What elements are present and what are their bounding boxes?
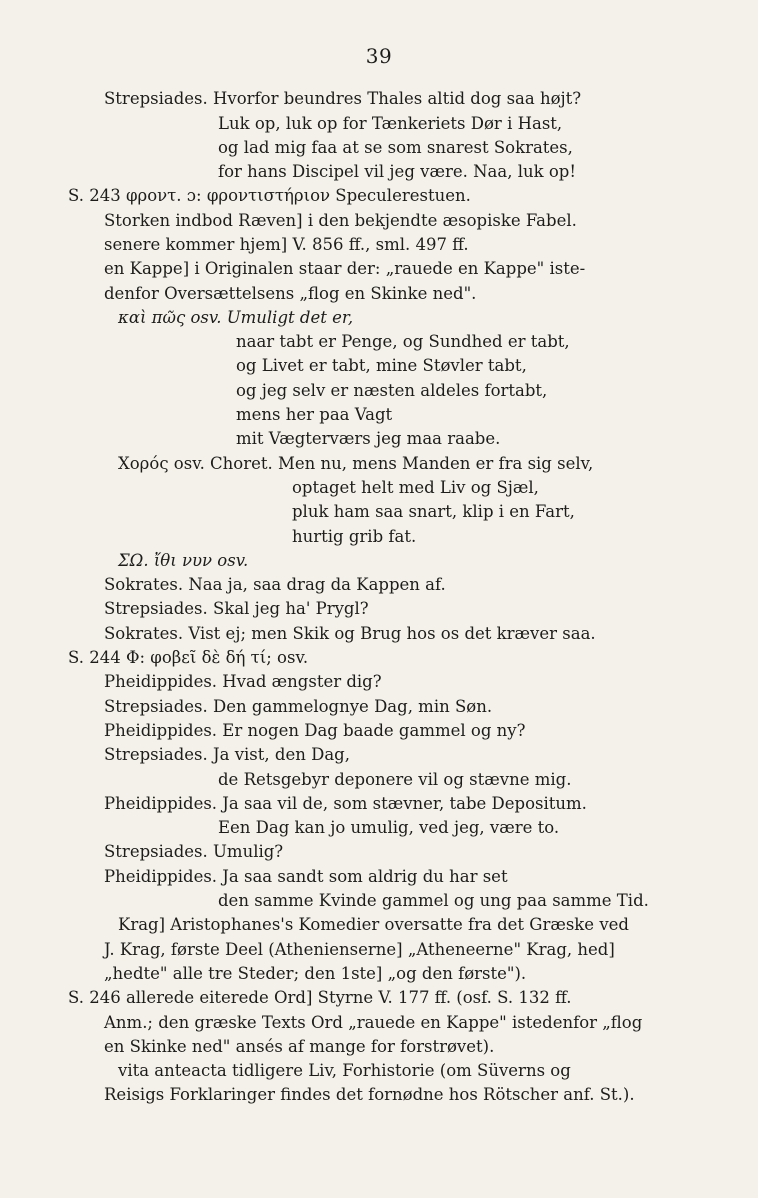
text-line: Sokrates. Naa ja, saa drag da Kappen af. <box>104 575 446 594</box>
text-line: Pheidippides. Ja saa sandt som aldrig du har set <box>104 867 508 886</box>
text-line: den samme Kvinde gammel og ung paa samme Tid. <box>218 891 649 910</box>
text-line: denfor Oversættelsens „flog en Skinke ned". <box>104 284 477 303</box>
text-line: Strepsiades. Umulig? <box>104 842 284 861</box>
text-line: S. 243 φροντ. ɔ: φροντιστήριον Speculerestuen. <box>68 186 471 205</box>
page-number: 39 <box>365 44 393 68</box>
text-line: pluk ham saa snart, klip i en Fart, <box>292 502 575 521</box>
text-line: „hedte" alle tre Steder; den 1ste] „og den første"). <box>104 964 527 983</box>
text-line: Krag] Aristophanes's Komedier oversatte fra det Græske ved <box>118 915 629 934</box>
text-line: Χορός osv. Choret. Men nu, mens Manden er fra sig selv, <box>118 454 594 473</box>
text-line: hurtig grib fat. <box>292 527 417 546</box>
text-line: Strepsiades. Skal jeg ha' Prygl? <box>104 599 369 618</box>
text-line: Strepsiades. Ja vist, den Dag, <box>104 745 350 764</box>
text-line: for hans Discipel vil jeg være. Naa, luk op! <box>218 162 576 181</box>
text-line: de Retsgebyr deponere vil og stævne mig. <box>218 770 572 789</box>
text-line: en Skinke ned" ansés af mange for forstrøvet). <box>104 1037 495 1056</box>
text-line: vita anteacta tidligere Liv, Forhistorie (om Süverns og <box>118 1061 571 1080</box>
text-line: Strepsiades. Hvorfor beundres Thales altid dog saa højt? <box>104 89 582 108</box>
text-line: Luk op, luk op for Tænkeriets Dør i Hast, <box>218 114 563 133</box>
text-line: Sokrates. Vist ej; men Skik og Brug hos os det kræver saa. <box>104 624 596 643</box>
text-line: Strepsiades. Den gammelognye Dag, min Søn. <box>104 697 493 716</box>
text-line: og jeg selv er næsten aldeles fortabt, <box>236 381 548 400</box>
text-line: καὶ πῶς osv. Umuligt det er, <box>118 308 354 327</box>
text-line: Anm.; den græske Texts Ord „rauede en Kappe" istedenfor „flog <box>104 1013 643 1032</box>
text-line: naar tabt er Penge, og Sundhed er tabt, <box>236 332 570 351</box>
text-line: og lad mig faa at se som snarest Sokrates, <box>218 138 573 157</box>
text-line: Storken indbod Ræven] i den bekjendte æsopiske Fabel. <box>104 211 577 230</box>
text-line: og Livet er tabt, mine Støvler tabt, <box>236 356 527 375</box>
text-line: Pheidippides. Hvad ængster dig? <box>104 672 382 691</box>
text-line: mens her paa Vagt <box>236 405 393 424</box>
text-line: Pheidippides. Er nogen Dag baade gammel og ny? <box>104 721 526 740</box>
text-line: ΣΩ. ἴθι νυν osv. <box>118 551 249 570</box>
text-line: Pheidippides. Ja saa vil de, som stævner, tabe Depositum. <box>104 794 587 813</box>
text-line: S. 246 allerede eiterede Ord] Styrne V. 177 ff. (osf. S. 132 ff. <box>68 988 572 1007</box>
text-line: mit Vægterværs jeg maa raabe. <box>236 429 501 448</box>
text-line: optaget helt med Liv og Sjæl, <box>292 478 539 497</box>
text-line: J. Krag, første Deel (Athenienserne] „Atheneerne" Krag, hed] <box>104 940 615 959</box>
text-line: Een Dag kan jo umulig, ved jeg, være to. <box>218 818 560 837</box>
text-line: senere kommer hjem] V. 856 ff., sml. 497 ff. <box>104 235 469 254</box>
text-line: en Kappe] i Originalen staar der: „rauede en Kappe" iste- <box>104 259 586 278</box>
text-line: Reisigs Forklaringer findes det fornødne hos Rötscher anf. St.). <box>104 1085 635 1104</box>
text-line: S. 244 Φ: φοβεῖ δὲ δή τί; osv. <box>68 648 309 667</box>
